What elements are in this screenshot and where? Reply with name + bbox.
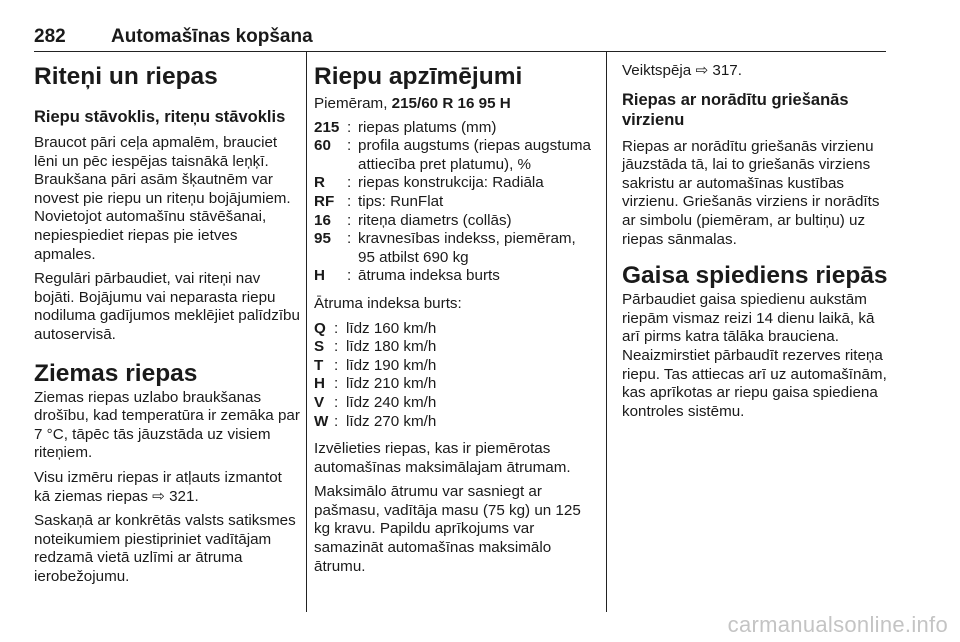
paragraph: Ziemas riepas uzlabo braukšanas drošību, kad temperatūra ir zemāka par 7 °C, tāpēc tās jāuzstāda uz visiem riteņiem.: [34, 388, 300, 462]
list-item: 60 : profila augstums (riepas augstuma attiecība pret platumu), %: [314, 137, 596, 174]
paragraph-with-reference: Visu izmēru riepas ir atļauts izmantot kā ziemas riepas ⇨ 321.: [34, 468, 282, 505]
watermark: carmanualsonline.info: [727, 612, 948, 637]
list-item: R : riepas konstrukcija: Radiāla: [314, 174, 596, 193]
speed-index-label: Ātruma indeksa burts:: [314, 294, 462, 312]
column-right: [622, 52, 888, 612]
paragraph: Pārbaudiet gaisa spiedienu aukstām riepām vismaz reizi 14 dienu laikā, kā arī pirms katra tālāka brauciena. Neaizmirstiet pārbaudīt rezerves riteņa riepu. Tas attiecas arī uz automašīnām, kas aprīkotas ar riepu gaisa spiediena kontroles sistēmu.: [622, 291, 887, 420]
term: S: [314, 338, 325, 356]
description: līdz 270 km/h: [346, 412, 437, 430]
list-item: T : līdz 190 km/h: [314, 357, 596, 376]
designation-list: [314, 119, 596, 286]
column-middle: [314, 52, 596, 612]
example-label: Piemēram,: [314, 95, 392, 112]
paragraph: Riepas ar norādītu griešanās virzienu jāuzstāda tā, lai to griešanās virziens sakristu ar automašīnas kustības virzienu. Griešanās virziens ir norādīts ar simbolu (piemēram, ar bultiņu) uz riepas sānmalas.: [622, 137, 880, 248]
term: 60: [314, 137, 331, 155]
term: T: [314, 356, 324, 374]
list-item: H : līdz 210 km/h: [314, 375, 596, 394]
description: kravnesības indekss, piemēram, 95 atbilst 690 kg: [358, 230, 576, 266]
description: līdz 190 km/h: [346, 356, 437, 374]
description: tips: RunFlat: [358, 192, 444, 210]
paragraph: Regulāri pārbaudiet, vai riteņi nav bojāti. Bojājumu vai neparasta riepu nodiluma gadījumos meklējiet palīdzību autoservisā.: [34, 270, 300, 343]
paragraph: Izvēlieties riepas, kas ir piemērotas automašīnas maksimālajam ātrumam.: [314, 440, 571, 476]
description: ātruma indeksa burts: [358, 267, 500, 285]
description: riepas platums (mm): [358, 118, 497, 136]
term: RF: [314, 192, 335, 210]
description: riepas konstrukcija: Radiāla: [358, 174, 544, 192]
example-value: 215/60 R 16 95 H: [391, 95, 511, 112]
list-item: S : līdz 180 km/h: [314, 338, 596, 357]
term: W: [314, 412, 329, 430]
term: 16: [314, 211, 331, 229]
list-item: V : līdz 240 km/h: [314, 394, 596, 413]
list-item: 95 : kravnesības indekss, piemēram, 95 atbilst 690 kg: [314, 230, 596, 267]
list-item: W : līdz 270 km/h: [314, 413, 596, 432]
subsection-title-directional-tyres: Riepas ar norādītu griešanās virzienu: [622, 90, 849, 129]
description: riteņa diametrs (collās): [358, 211, 512, 229]
subsection-title-condition: Riepu stāvoklis, riteņu stāvoklis: [34, 108, 286, 126]
example-line: [314, 95, 596, 114]
description: līdz 240 km/h: [346, 393, 437, 411]
chapter-title: Automašīnas kopšana: [111, 26, 313, 47]
term: Q: [314, 319, 326, 337]
section-title-winter-tyres: Ziemas riepas: [34, 359, 198, 387]
paragraph-with-reference: Veiktspēja ⇨ 317.: [622, 62, 742, 79]
term: 215: [314, 118, 340, 136]
list-item: H : ātruma indeksa burts: [314, 267, 596, 286]
section-title-tyre-pressure: Gaisa spiediens riepās: [622, 262, 888, 290]
term: V: [314, 393, 325, 411]
paragraph: Maksimālo ātrumu var sasniegt ar pašmasu, vadītāja masu (75 kg) un 125 kg kravu. Papildu aprīkojums var samazināt automašīnas maksimālo ātrumu.: [314, 483, 581, 575]
column-divider: [606, 52, 607, 612]
paragraph: Braucot pāri ceļa apmalēm, brauciet lēni un pēc iespējas taisnākā leņķī. Braukšana pāri asām šķautnēm var novest pie riepu un riteņu bojājumiem. Novietojot automašīnu stāvēšanai, nepiespiediet riepas pie ietves apmales.: [34, 134, 291, 263]
speed-index-list: [314, 320, 596, 432]
description: profila augstums (riepas augstuma attiecība pret platumu), %: [358, 137, 591, 173]
list-item: Q : līdz 160 km/h: [314, 320, 596, 339]
section-title-wheels-tyres: Riteņi un riepas: [34, 63, 218, 90]
column-left: [34, 52, 300, 612]
paragraph: Saskaņā ar konkrētās valsts satiksmes noteikumiem piestipriniet vadītājam redzamā vietā uzlīmi ar ātruma ierobežojumu.: [34, 512, 296, 585]
term: H: [314, 267, 325, 285]
section-title-tyre-designations: Riepu apzīmējumi: [314, 63, 523, 90]
term: R: [314, 174, 325, 192]
description: līdz 180 km/h: [346, 338, 437, 356]
page-number: 282: [34, 26, 66, 47]
page-header: [34, 24, 886, 52]
term: 95: [314, 230, 331, 248]
list-item: 215 : riepas platums (mm): [314, 119, 596, 138]
description: līdz 160 km/h: [346, 319, 437, 337]
list-item: RF : tips: RunFlat: [314, 193, 596, 212]
term: H: [314, 375, 325, 393]
description: līdz 210 km/h: [346, 375, 437, 393]
list-item: 16 : riteņa diametrs (collās): [314, 212, 596, 231]
column-divider: [306, 52, 307, 612]
